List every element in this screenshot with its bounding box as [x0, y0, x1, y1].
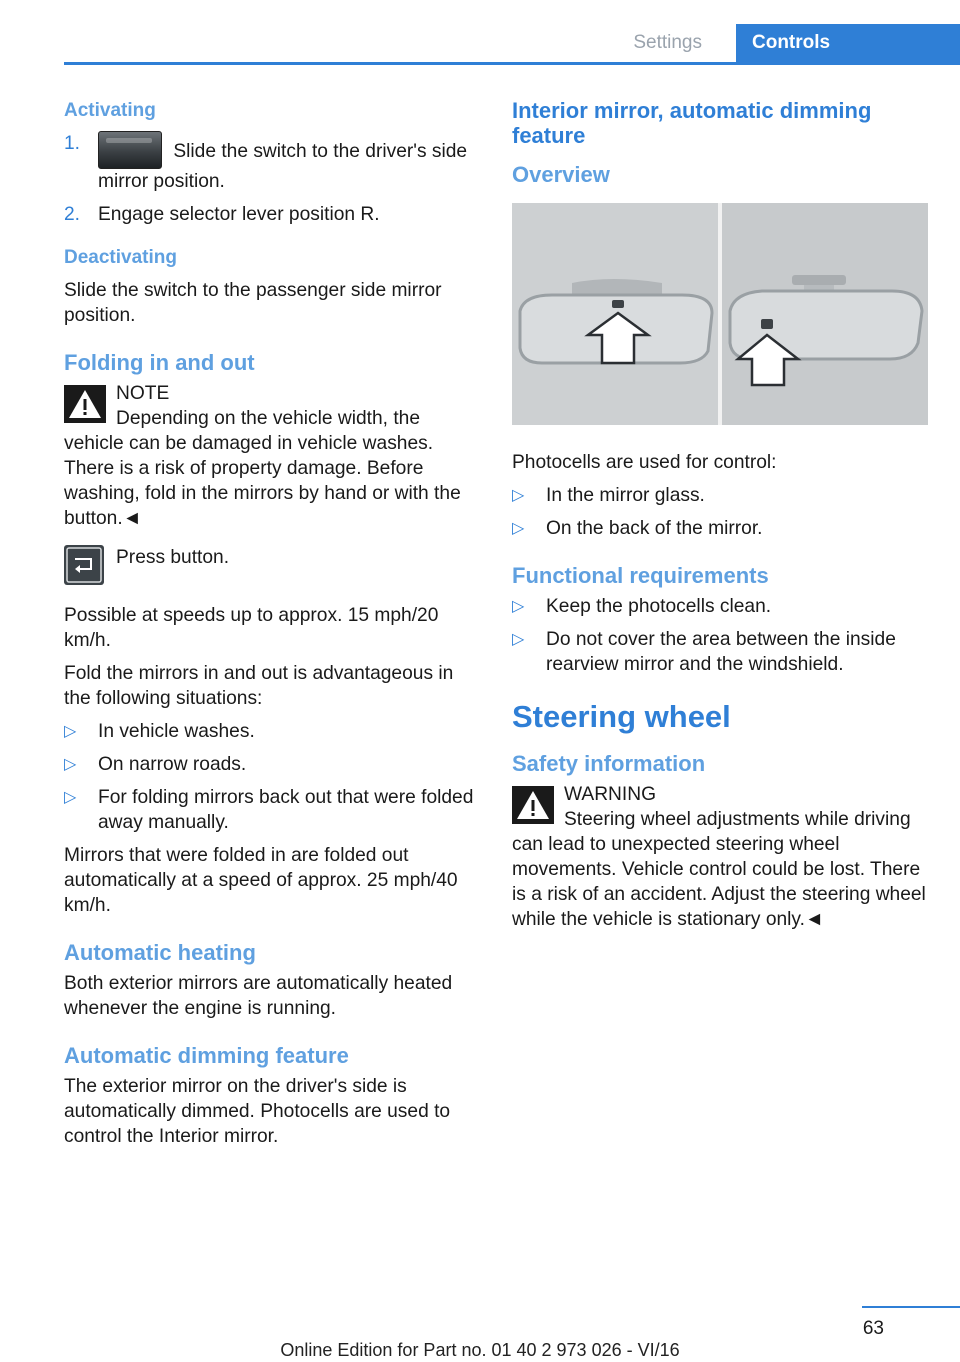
dimming-text: The exterior mirror on the driver's side is automatically dimmed. Photocells are used to control the Interior mirror. [64, 1076, 451, 1147]
interior-mirror-title: Interior mirror, automatic dimming feature [512, 98, 872, 148]
step-number: 1. [64, 133, 81, 154]
situations-list [64, 719, 482, 835]
bullet-triangle-icon: ▷ [512, 487, 525, 504]
safety-information-heading: Safety information [512, 751, 706, 776]
interior-mirror-image [512, 203, 928, 425]
step-number: 2. [64, 204, 81, 225]
note-title: NOTE [116, 383, 170, 404]
list-item [512, 594, 930, 619]
situations-intro: Fold the mirrors in and out is advantageous in the following situations: [64, 663, 454, 709]
bullet-triangle-icon: ▷ [512, 520, 525, 537]
activating-steps [64, 131, 482, 227]
heating-text: Both exterior mirrors are automatically heated whenever the engine is running. [64, 973, 453, 1019]
tab-settings[interactable]: Settings [633, 32, 702, 53]
list-item [512, 483, 930, 508]
list-item-text: Keep the photocells clean. [546, 596, 772, 617]
list-item [64, 785, 482, 835]
list-item [512, 516, 930, 541]
folding-heading: Folding in and out [64, 350, 255, 375]
fold-out-text: Mirrors that were folded in are folded out automatically at a speed of approx. 25 mph/40 km/h. [64, 845, 458, 916]
bullet-triangle-icon: ▷ [64, 789, 77, 806]
list-item-text: On narrow roads. [98, 754, 247, 775]
list-item-text: For folding mirrors back out that were folded away manually. [98, 787, 474, 833]
tab-controls[interactable]: Controls [736, 24, 960, 62]
bullet-triangle-icon: ▷ [512, 631, 525, 648]
page-number: 63 [862, 1318, 884, 1339]
warning-text: Steering wheel adjustments while driving can lead to unexpected steering wheel movements. Vehicle control could be lost. There is a risk of an accident. Adjust the steering wheel while the vehicle is stationary only.◄ [512, 809, 926, 930]
mirror-switch-image [98, 131, 162, 169]
photocells-intro: Photocells are used for control: [512, 452, 777, 473]
warning-triangle-icon [512, 786, 554, 824]
page-header [64, 24, 960, 65]
steering-wheel-heading: Steering wheel [512, 699, 731, 734]
step-text: Slide the switch to the driver's side mirror position. [98, 141, 468, 192]
warning-title: WARNING [564, 784, 657, 805]
list-item-text: On the back of the mirror. [546, 518, 763, 539]
left-column [64, 98, 482, 1157]
deactivating-text: Slide the switch to the passenger side mirror position. [64, 280, 442, 326]
list-item [64, 719, 482, 744]
press-button-row [64, 545, 482, 587]
list-item [512, 627, 930, 677]
edition-footer: Online Edition for Part no. 01 40 2 973 026 - VI/16 [280, 1340, 680, 1360]
step-1 [64, 131, 482, 194]
dimming-heading: Automatic dimming feature [64, 1043, 349, 1068]
note-text: Depending on the vehicle width, the vehicle can be damaged in vehicle washes. There is a risk of property damage. Before washing, fold in the mirrors by hand or with the button.◄ [64, 408, 461, 529]
warning-box [512, 782, 930, 932]
photocells-list [512, 483, 930, 541]
activating-heading: Activating [64, 100, 156, 121]
deactivating-heading: Deactivating [64, 247, 177, 268]
right-column [512, 98, 930, 946]
bullet-triangle-icon: ▷ [512, 598, 525, 615]
list-item [64, 752, 482, 777]
speed-text: Possible at speeds up to approx. 15 mph/20 km/h. [64, 605, 439, 651]
step-text: Engage selector lever position R. [98, 204, 380, 225]
mirror-fold-button-icon [64, 545, 104, 585]
press-button-text: Press button. [116, 547, 230, 568]
overview-heading: Overview [512, 162, 610, 187]
warning-triangle-icon [64, 385, 106, 423]
note-box [64, 381, 482, 531]
step-2 [64, 202, 482, 227]
list-item-text: In vehicle washes. [98, 721, 255, 742]
bullet-triangle-icon: ▷ [64, 723, 77, 740]
list-item-text: Do not cover the area between the inside rearview mirror and the windshield. [546, 629, 896, 675]
bullet-triangle-icon: ▷ [64, 756, 77, 773]
functional-requirements-heading: Functional requirements [512, 563, 769, 588]
list-item-text: In the mirror glass. [546, 485, 705, 506]
heating-heading: Automatic heating [64, 940, 256, 965]
footer-rule [862, 1306, 960, 1308]
functional-requirements-list [512, 594, 930, 677]
